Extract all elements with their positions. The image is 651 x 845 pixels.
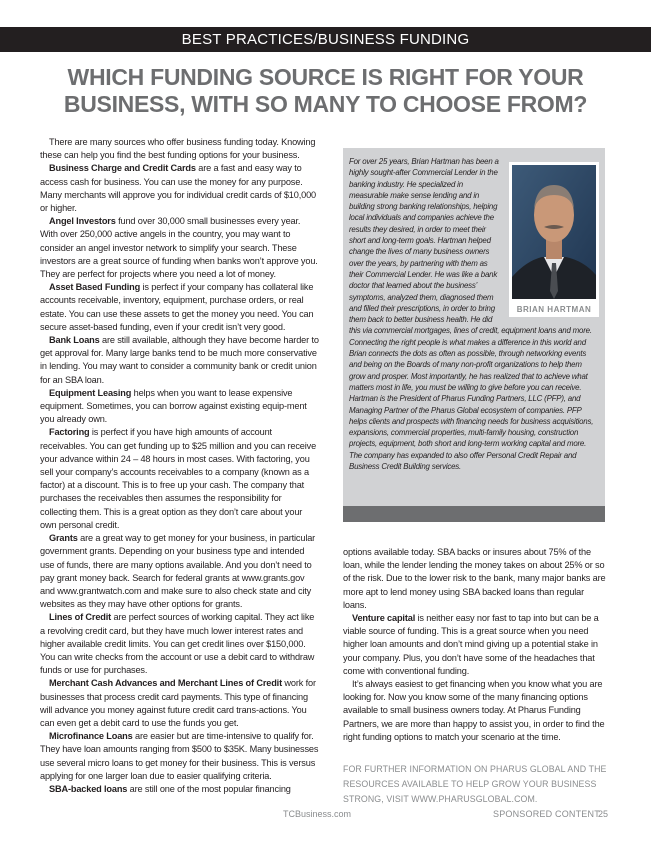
body-paragraph: [343, 678, 608, 744]
paragraph-text: work for businesses that process credit card payments. This type of financing will advance you money against future credit card trans-actions. You can even get a debit card to use the funds you get.: [40, 678, 316, 728]
paragraph-lead: Factoring: [49, 427, 90, 438]
paragraph-lead: Asset Based Funding: [49, 282, 141, 293]
body-paragraph: [40, 730, 320, 783]
paragraph-lead: Business Charge and Credit Cards: [49, 163, 196, 174]
body-paragraph: [40, 783, 320, 796]
left-column: [40, 136, 320, 796]
paragraph-lead: Bank Loans: [49, 335, 100, 346]
bio-paragraph: Connecting the right people is what makes a difference in this world and Brian connects the dots as often as possible, through networking events and being on the Boards of many non-profit organizations to help them grow and prosper. Most importantly, he has realized that to achieve what matters most in life, you must be willing to give before you can receive.: [349, 337, 588, 392]
footer-site: TCBusiness.com: [283, 809, 352, 819]
paragraph-text: is neither easy nor fast to tap into but can be a viable source of funding. This is a great source when you need higher loan amounts and don’t mind giving up a potential stake in your company. Plus, you don’t have some of the headaches that come with conventional funding.: [343, 613, 599, 676]
paragraph-text: is perfect if you have high amounts of account receivables. You can get funding up to $25 million and you can receive your advance within 24 – 48 hours in most cases. With factoring, you sell your company’s accounts receivables to a company (known as a factor) at a discount. This is to free up your cash. The company that purchases the receivables then assumes the responsibility for collecting them. This is a great option as they don’t care about your own personal credit.: [40, 427, 317, 530]
body-paragraph: [40, 334, 320, 387]
body-paragraph: [40, 215, 320, 281]
title-line-2: BUSINESS, WITH SO MANY TO CHOOSE FROM?: [63, 91, 588, 117]
article-title: [0, 64, 651, 118]
paragraph-text: is perfect if your company has collateral like accounts receivable, inventory, equipment, purchase orders, or real estate. You can use these assets to get the money you need. You can secure asset-based funding, even if your credit isn’t very good.: [40, 282, 314, 332]
body-paragraph: [40, 677, 320, 730]
body-paragraph: [40, 532, 320, 611]
bio-paragraph: Hartman is the President of Pharus Funding Partners, LLC (PFP), and Managing Partner of the Pharus Global ecosystem of companies. PFP helps clients and prospects with financing needs for business acquisitions, expansions, commercial properties, multi-family housing, construction projects, equipment, both short and long-term working capital and more. The company has expanded to also offer Personal Credit Repair and Business Credit Building services.: [349, 394, 594, 472]
paragraph-text: are easier but are time-intensive to qualify for. They have loan amounts ranging from $500 to $35K. Many businesses use several micro loans to get money for their business. This is versus applying for one larger loan due to easier qualifying criteria.: [40, 731, 319, 781]
body-paragraph: [40, 611, 320, 677]
sidebar-bottom-strip: [343, 506, 605, 522]
photo-caption: BRIAN HARTMAN: [516, 304, 592, 314]
section-label: BEST PRACTICES/BUSINESS FUNDING: [181, 31, 470, 48]
further-info-callout: FOR FURTHER INFORMATION ON PHARUS GLOBAL AND THE RESOURCES AVAILABLE TO HELP GROW YOUR BUSINESS STRONG, VISIT WWW.PHARUSGLOBAL.COM.: [343, 764, 607, 804]
paragraph-lead: Microfinance Loans: [49, 731, 133, 742]
paragraph-lead: SBA-backed loans: [49, 783, 128, 794]
paragraph-lead: Angel Investors: [49, 216, 116, 227]
portrait-image: [512, 165, 596, 299]
body-paragraph: [40, 426, 320, 532]
paragraph-text: are perfect sources of working capital. They act like a revolving credit card, but they have much lower interest rates and higher available credit limits. You can get credit lines over $150,000. You can write checks from the account or use a debit card to withdraw funds or use for purchases.: [40, 612, 315, 676]
paragraph-text: are still one of the most popular financing: [127, 783, 291, 794]
paragraph-text: fund over 30,000 small businesses every year. With over 250,000 active angels in the country, you may want to consider an angel investor network to simplify your search. These investors are a great source of funding when banks won’t approve you. They are perfect for projects where you need a lot of money.: [40, 216, 318, 280]
paragraph-lead: Venture capital: [352, 613, 416, 624]
body-paragraph: [40, 162, 320, 215]
bio-paragraph: For over 25 years, Brian Hartman has been a highly sought-after Commercial Lender in the banking industry. He specialized in measurable make sense lending and in building strong banking relationships, helping local individuals and companies achieve the results they desired, in order to meet their short and long-term goals. Hartman helped change the lives of many business owners over the years, by partnering with them as their Commercial Lender. He was like a bank doctor that learned about the business’ symptoms, analyzed them, diagnosed them and filled their prescriptions, in order to bring them back to better business health. He did this via commercial mortgages, lines of credit, equipment loans and more.: [349, 157, 592, 336]
body-paragraph: [40, 136, 320, 162]
author-bio-sidebar: [343, 148, 605, 522]
paragraph-text: are still available, although they have become harder to get approval for. Many large banks tend to be much more conservative in lending. You may want to consider a community bank or credit union for an SBA loan.: [40, 335, 319, 385]
author-photo: [509, 162, 599, 317]
right-column: [343, 546, 608, 744]
paragraph-lead: Equipment Leasing: [49, 387, 132, 398]
paragraph-text: are a fast and easy way to access cash for business. You can use the money for any purpose. Many merchants will approve you for individual credit cards of $10,000 or higher.: [40, 163, 316, 214]
paragraph-lead: Grants: [49, 533, 78, 544]
footer-sponsored-label: SPONSORED CONTENT: [493, 809, 600, 819]
body-paragraph: [40, 387, 320, 427]
body-paragraph: [343, 546, 608, 612]
paragraph-text: helps when you want to lease expensive equipment. Sometimes, you can borrow against existing equip-ment you already own.: [40, 387, 307, 425]
paragraph-text: There are many sources who offer business funding today. Knowing these can help you find the best funding options for your business.: [40, 137, 316, 161]
body-paragraph: [40, 281, 320, 334]
paragraph-lead: Lines of Credit: [49, 612, 112, 623]
section-header-bar: [0, 27, 651, 52]
body-paragraph: [343, 612, 608, 678]
page-number: 25: [598, 809, 609, 819]
title-line-1: WHICH FUNDING SOURCE IS RIGHT FOR YOUR: [67, 64, 584, 90]
paragraph-lead: Merchant Cash Advances and Merchant Lines of Credit: [49, 678, 282, 689]
paragraph-text: are a great way to get money for your business, in particular government grants. Depending on your business type and intended use of funds, there are many options available. And you don’t need to pay grant money back. Search for federal grants at www.grants.gov and www.grantwatch.com and make sure to also check state and city websites as they may have other options for grants.: [40, 533, 316, 610]
paragraph-text: It’s always easiest to get financing when you know what you are looking for. Now you know some of the many financing options available to small business owners today. At Pharus Funding Partners, we are more than happy to assist you, in order to find the right funding options to match your scenario at the time.: [343, 679, 605, 742]
paragraph-text: options available today. SBA backs or insures about 75% of the loan, while the lender lending the money takes on about 25% or so of the risk. Due to the lower risk to the bank, many major banks are more apt to lend money using SBA backed loans than regular loans.: [343, 547, 606, 610]
